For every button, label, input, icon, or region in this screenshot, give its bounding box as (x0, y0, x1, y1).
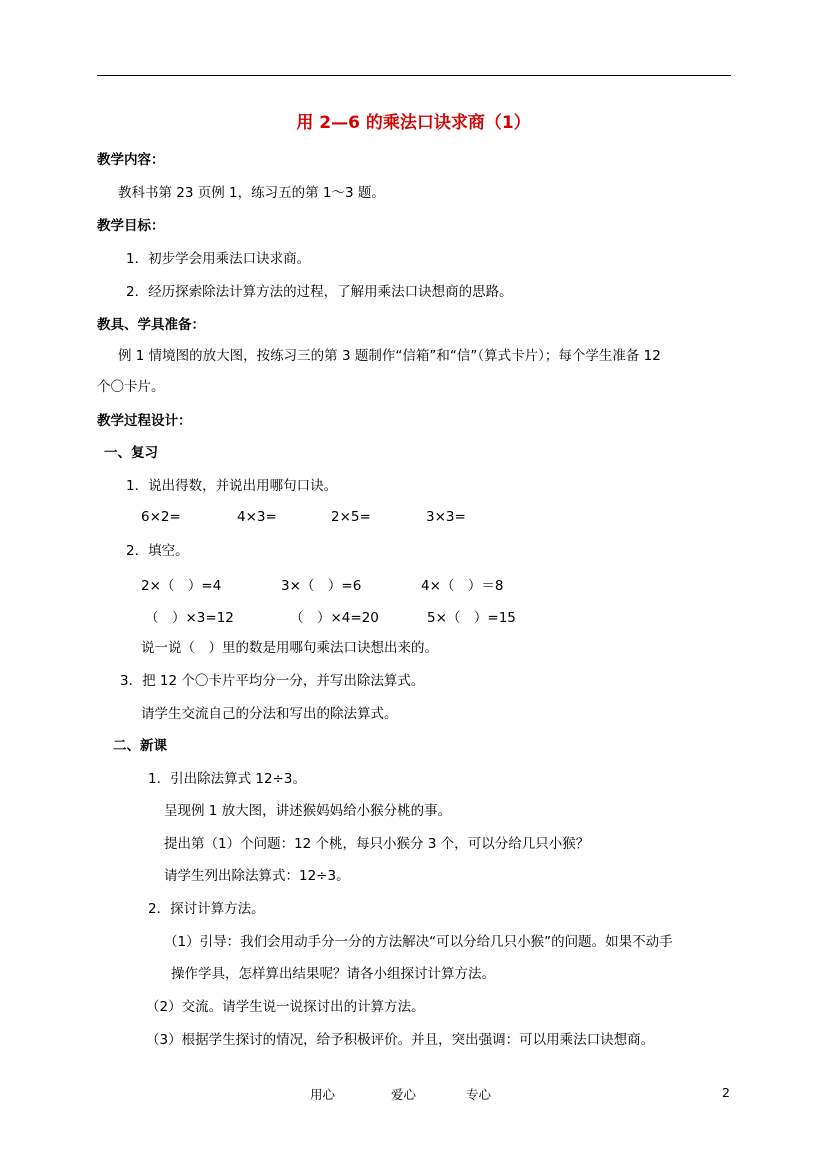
prep-heading: 教具、学具准备： (97, 317, 205, 333)
fill-blank-expression: 2×（ ）=4 (141, 578, 222, 594)
review-heading: 一、复习 (104, 445, 158, 461)
review-2-note: 说一说（ ）里的数是用哪句乘法口诀想出来的。 (141, 640, 438, 656)
goal-item-1: 1．初步学会用乘法口诀求商。 (126, 251, 311, 267)
review-item-3: 3．把 12 个〇卡片平均分一分，并写出除法算式。 (120, 673, 425, 689)
expression: 2×5= (331, 509, 371, 525)
expression: 3×3= (426, 509, 466, 525)
goal-item-2: 2．经历探索除法计算方法的过程，了解用乘法口诀想商的思路。 (126, 284, 513, 300)
fill-blank-expression: 5×（ ）=15 (427, 610, 516, 626)
expression: 4×3= (237, 509, 277, 525)
expression: 6×2= (141, 509, 181, 525)
new-item-1-text-c: 请学生列出除法算式：12÷3。 (164, 868, 350, 884)
fill-blank-expression: 4×（ ）＝8 (421, 578, 504, 594)
goals-heading: 教学目标： (97, 218, 165, 234)
new-item-2: 2．探讨计算方法。 (148, 901, 265, 917)
prep-text-line1: 例 1 情境图的放大图，按练习三的第 3 题制作“信箱”和“信”（算式卡片）；每个学生准备 12 (118, 348, 661, 364)
new-item-2-sub-2: （2）交流。请学生说一说探讨出的计算方法。 (146, 999, 425, 1015)
page-title: 用 2—6 的乘法口诀求商（1） (296, 113, 531, 133)
content-text: 教科书第 23 页例 1，练习五的第 1～3 题。 (118, 185, 385, 201)
footer-item: 爱心 (391, 1087, 417, 1102)
footer-item: 用心 (310, 1087, 336, 1102)
footer-item: 专心 (466, 1087, 492, 1102)
content-heading: 教学内容： (97, 152, 165, 168)
prep-text-line2: 个〇卡片。 (97, 379, 165, 395)
review-item-1: 1．说出得数，并说出用哪句口诀。 (126, 478, 338, 494)
new-item-1-text-b: 提出第（1）个问题：12 个桃，每只小猴分 3 个，可以分给几只小猴？ (164, 836, 590, 852)
new-item-2-sub-1-line2: 操作学具，怎样算出结果呢？请各小组探讨计算方法。 (171, 966, 495, 982)
fill-blank-expression: 3×（ ）=6 (281, 578, 362, 594)
page-number: 2 (722, 1085, 730, 1100)
process-heading: 教学过程设计： (97, 413, 192, 429)
new-item-2-sub-3: （3）根据学生探讨的情况，给予积极评价。并且，突出强调：可以用乘法口诀想商。 (146, 1032, 655, 1048)
review-3-note: 请学生交流自己的分法和写出的除法算式。 (141, 706, 398, 722)
new-item-1: 1．引出除法算式 12÷3。 (148, 771, 306, 787)
fill-blank-expression: （ ）×4=20 (290, 610, 379, 626)
review-item-2: 2．填空。 (126, 543, 189, 559)
fill-blank-expression: （ ）×3=12 (145, 610, 234, 626)
new-item-1-text-a: 呈现例 1 放大图，讲述猴妈妈给小猴分桃的事。 (164, 803, 452, 819)
new-item-2-sub-1-line1: （1）引导：我们会用动手分一分的方法解决“可以分给几只小猴”的问题。如果不动手 (164, 934, 673, 950)
new-lesson-heading: 二、新课 (113, 738, 167, 754)
header-rule (97, 75, 731, 76)
